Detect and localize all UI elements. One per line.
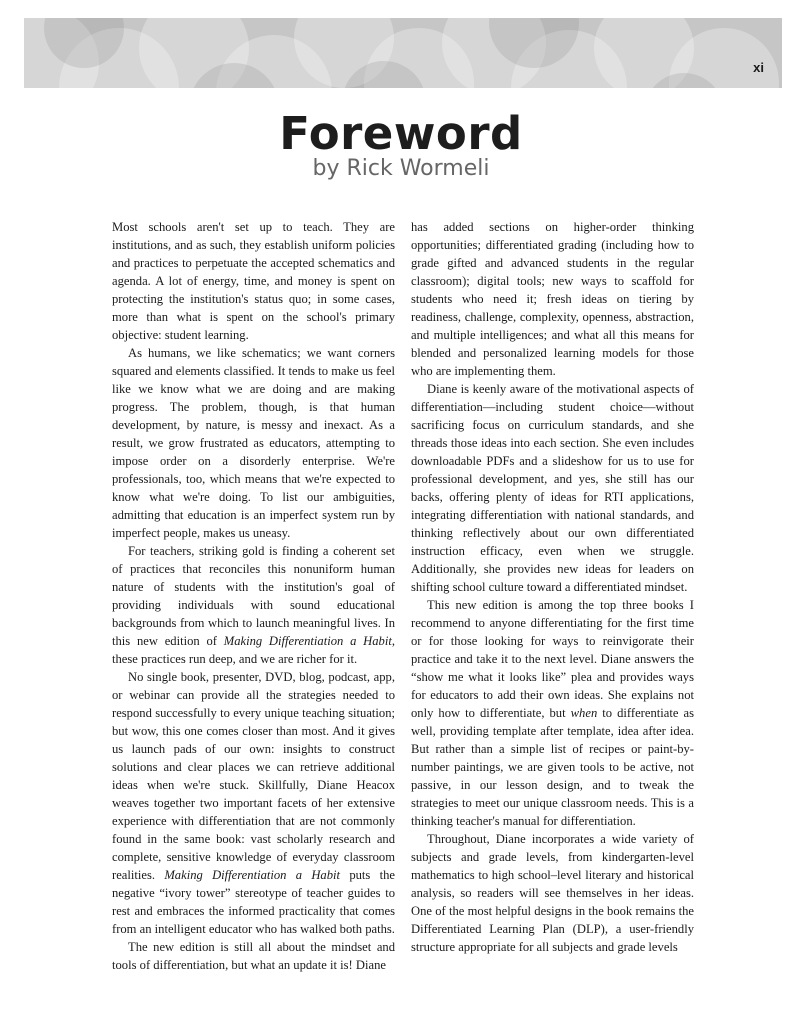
book-title: Making Differentiation a Habit <box>164 868 341 882</box>
paragraph <box>411 596 694 830</box>
paragraph: Diane is keenly aware of the motivational aspects of differentiation—including student choice—without sacrificing focus on curriculum standards, and she threads those ideas into each section. She even includes downloadable PDFs and a slideshow for us to use for professional development, and yes, she still has our backs, offering plenty of ideas for RTI applications, integrating differentiation with national standards, and thinking reflectively about our own differentiated instruction efficacy, even when we struggle. Additionally, she provides new ideas for leaders on shifting school culture toward a differentiated mindset. <box>411 382 694 594</box>
book-title: Making Differentiation a Habit <box>223 634 392 648</box>
paragraph-text: No single book, presenter, DVD, blog, podcast, app, or webinar can provide all the strategies needed to respond successfully to every unique teaching situation; but wow, this one comes closer than most. And it gives us launch pads of our own: insights to construct solutions and clear places we can retrieve additional ideas when we're stuck. Skillfully, Diane Heacox weaves together two important facets of her extensive experience with differentiation that are not commonly found in the same book: vast scholarly research and complete, sensitive knowledge of everyday classroom realities. <box>112 670 395 882</box>
paragraph-text: puts the negative “ivory tower” stereotype of teacher guides to rest and embraces the informed practicality that comes from an intelligent educator who has walked both paths. <box>112 868 395 936</box>
left-column <box>112 218 395 974</box>
header-banner <box>24 18 782 88</box>
paragraph: The new edition is still all about the mindset and tools of differentiation, but what an update it is! Diane <box>112 940 395 972</box>
byline: by Rick Wormeli <box>312 156 490 181</box>
emphasis-when: when <box>570 706 598 720</box>
paragraph: has added sections on higher-order thinking opportunities; differentiated grading (including how to grade gifted and advanced students in the regular classroom); digital tools; new ways to scaffold for students who need it; fresh ideas on tiering by readiness, challenge, complexity, openness, abstraction, and multiple intelligences; and what all this means for blended and personalized learning models for those who are implementing them. <box>411 220 694 378</box>
paragraph-text: For teachers, striking gold is finding a coherent set of practices that reconciles this nonuniform human nature of students with the institution's goal of providing individuals with sound educational backgrounds from which to launch meaningful lives. In this new edition of <box>112 544 395 648</box>
paragraph-text: , these practices run deep, and we are richer for it. <box>112 634 395 666</box>
paragraph: As humans, we like schematics; we want corners squared and elements classified. It tends to make us feel like we know what we are doing and are making progress. The problem, though, is that human development, by nature, is messy and inexact. As a result, we grow frustrated as educators, attempting to impose order on a disorderly enterprise. We're professionals, too, which means that we're expected to know what we're doing. To list our ambiguities, admitting that education is an imperfect system run by imperfect people, makes us uneasy. <box>112 346 395 540</box>
paragraph-text: This new edition is among the top three books I recommend to anyone differentiating for the first time or for those looking for ways to reinvigorate their practice and take it to the next level. Diane answers the “show me what it looks like” plea and provides ways for educators to add their own ideas. She explains not only how to differentiate, but <box>411 598 694 720</box>
right-column <box>411 218 694 956</box>
decorative-circles-pattern <box>24 18 782 88</box>
paragraph <box>112 668 395 938</box>
paragraph <box>112 542 395 668</box>
paragraph: Throughout, Diane incorporates a wide variety of subjects and grade levels, from kindergarten-level mathematics to high school–level literary and historical analysis, so readers will see themselves in her ideas. One of the most helpful designs in the book remains the Differentiated Learning Plan (DLP), a user-friendly structure appropriate for all subjects and grade levels <box>411 832 694 954</box>
page-number: xi <box>753 60 764 75</box>
page-title: Foreword <box>279 107 523 160</box>
paragraph: Most schools aren't set up to teach. They are institutions, and as such, they establish uniform policies and practices to perpetuate the accepted schematics and agenda. A lot of energy, time, and money is spent on protecting the institution's status quo; in some cases, more than what is spent on the school's primary objective: student learning. <box>112 220 395 342</box>
paragraph-text: to differentiate as well, providing template after template, idea after idea. But rather than a simple list of recipes or paint-by-number paintings, we are given tools to be active, not passive, in our lesson design, and to tweak the strategies to meet our unique classroom needs. This is a thinking teacher's manual for differentiation. <box>411 706 694 828</box>
